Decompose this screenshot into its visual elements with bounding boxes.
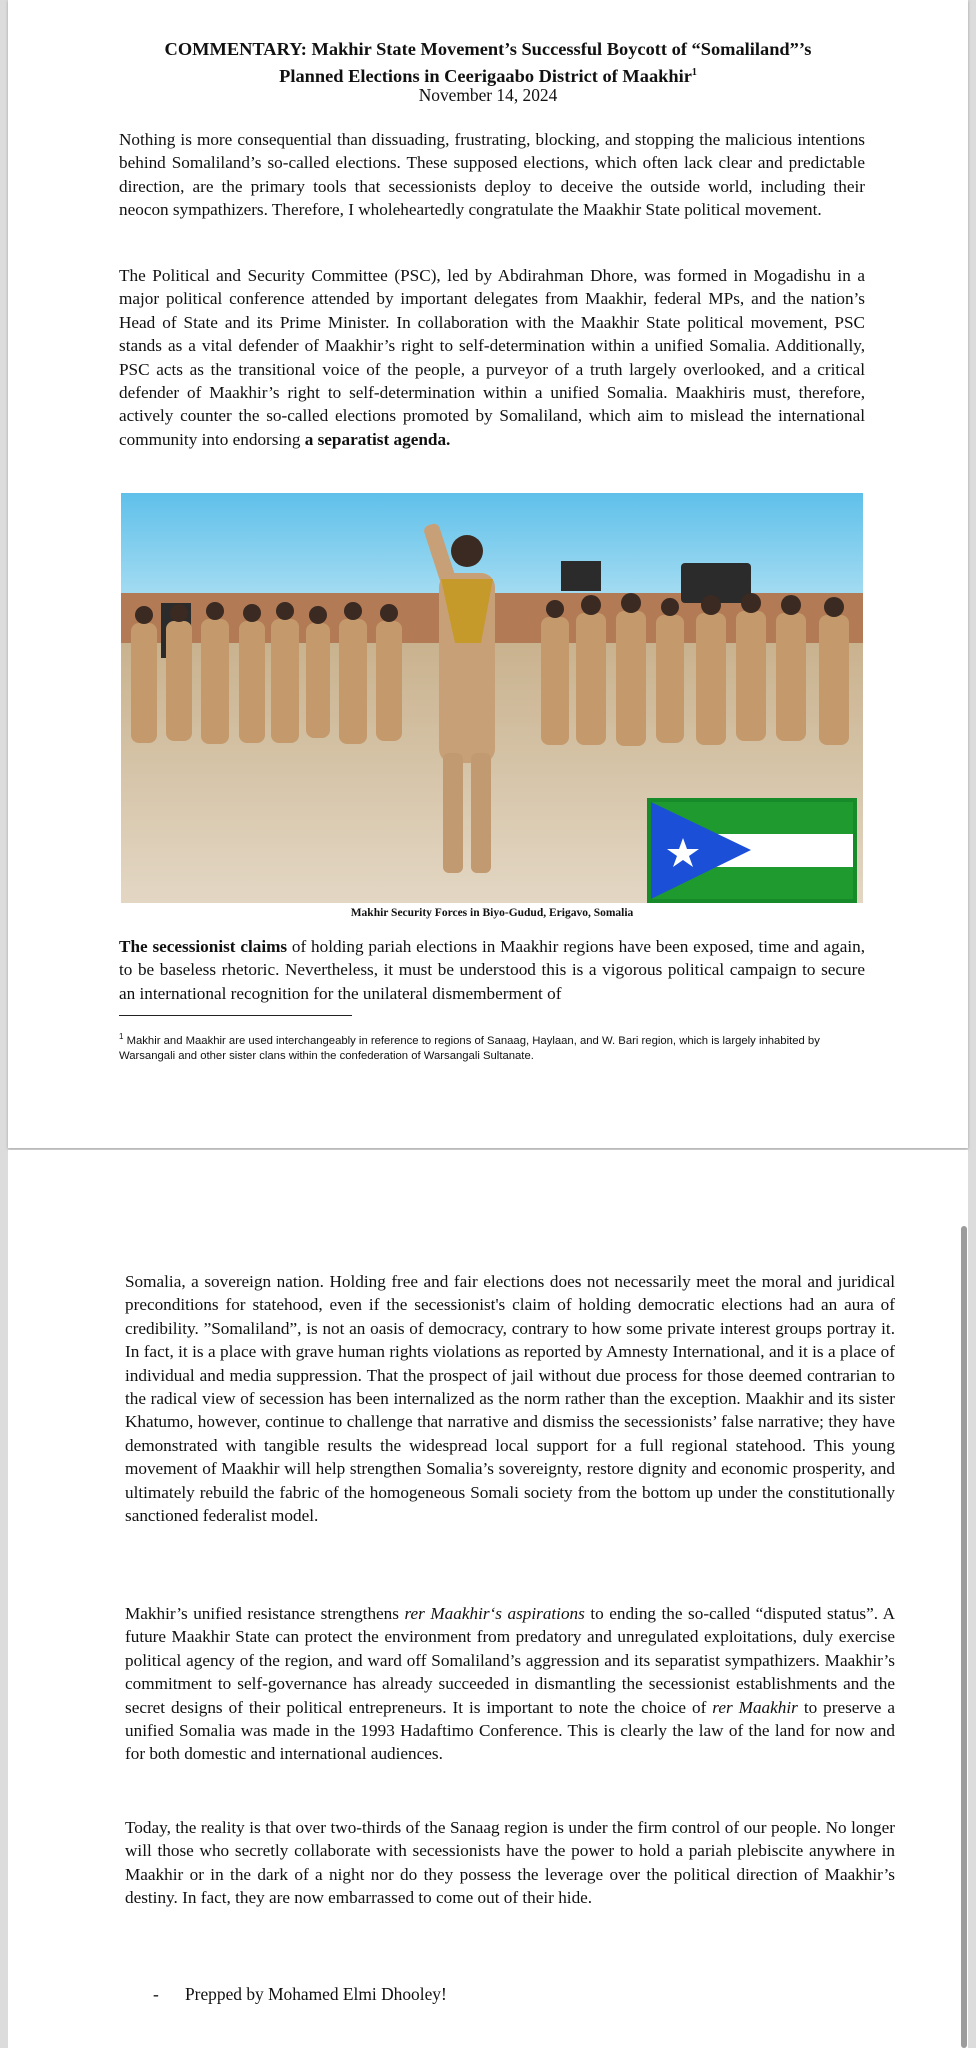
paragraph-psc: [119, 264, 865, 451]
title-line-1: COMMENTARY: Makhir State Movement’s Successful Boycott of “Somaliland”’s: [164, 39, 812, 59]
title-line-2: Planned Elections in Ceerigaabo District of Maakhir: [279, 66, 692, 87]
document-title: [68, 38, 908, 88]
title-footnote-mark: 1: [691, 67, 697, 78]
paragraph-sanaag-control: Today, the reality is that over two-thirds of the Sanaag region is under the firm control of our people. No longer will those who secretly collaborate with secessionists have the power to hold a pariah plebiscite anywhere in Maakhir or in the dark of a night nor do they possess the leverage over the political direction of Maakhir’s destiny. In fact, they are now embarrassed to come out of their hide.: [125, 1818, 895, 1908]
paragraph-psc-bold: a separatist agenda.: [304, 429, 451, 449]
document-date: November 14, 2024: [418, 85, 558, 105]
footnote-separator: [119, 1015, 352, 1016]
footnote-text: Makhir and Maakhir are used interchangeably in reference to regions of Sanaag, Haylaan, and W. Bari region, which is largely inhabited by Warsangali and other sister clans within the confederation of Warsangali Sultanate.: [119, 1034, 820, 1062]
paragraph-secessionist-claims: [119, 935, 865, 1005]
photo-caption: Makhir Security Forces in Biyo-Gudud, Erigavo, Somalia: [350, 907, 634, 919]
signature: [153, 1983, 447, 2005]
paragraph-unified-resistance-a: Makhir’s unified resistance strengthens: [125, 1604, 399, 1623]
paragraph-sovereign-nation: Somalia, a sovereign nation. Holding free and fair elections does not necessarily meet the moral and juridical preconditions for statehood, even if the secessionist's claim of holding democratic elections had an aura of credibility. ”Somaliland”, is not an oasis of democracy, contrary to how some private interest groups portray it. In fact, it is a place with grave human rights violations as reported by Amnesty International, and it is a place of individual and media suppression. That the prospect of jail without due process for those deemed contrarian to the radical view of secession has been internalized as the norm rather than the exception. Maakhir and its sister Khatumo, however, continue to challenge that narrative and dismiss the secessionists’ false narrative; they have demonstrated with tangible results the widespread local support for a full regional statehood. This young movement of Maakhir will help strengthen Somalia’s sovereignty, restore dignity and economic prosperity, and ultimately rebuild the fabric of the homogeneous Somali society from the bottom up under the constitutionally sanctioned federalist model.: [125, 1272, 895, 1526]
footnote-mark: 1: [119, 1032, 124, 1041]
paragraph-secessionist-claims-bold: The secessionist claims: [119, 937, 288, 956]
signature-text: Prepped by Mohamed Elmi Dhooley!: [185, 1984, 447, 2004]
paragraph-secessionist-claims-text: of holding pariah elections in Maakhir regions have been exposed, time and again, to be baseless rhetoric. Nevertheless, it must be understood this is a vigorous political campaign to secure an international recognition for the unilateral dismemberment of: [119, 937, 866, 1003]
footnote: [119, 1029, 865, 1064]
maakhir-flag: [647, 798, 857, 903]
security-forces-photo: [121, 493, 863, 903]
paragraph-unified-resistance-italic-2: rer Maakhir: [712, 1697, 798, 1717]
paragraph-unified-resistance-italic-1: rer Maakhir‘s aspirations: [404, 1604, 585, 1623]
signature-dash: -: [153, 1984, 159, 2004]
photo-illustration: [121, 493, 863, 903]
paragraph-intro: Nothing is more consequential than dissuading, frustrating, blocking, and stopping the malicious intentions behind Somaliland’s so-called elections. These supposed elections, which often lack clear and predictable direction, are the primary tools that secessionists deploy to deceive the outside world, including their neocon sympathizers. Therefore, I wholeheartedly congratulate the Maakhir State political movement.: [119, 130, 865, 220]
paragraph-unified-resistance-b: to ending the so-called “disputed status”. A future Maakhir State can protect the environment from predatory and unregulated exploitations, duly exercise political agency of the region, and ward off Somaliland’s aggression and its separatist sympathizers. Maakhir’s commitment to self-governance has already succeeded in dismantling the secessionist establishments and the secret designs of their political entrepreneurs. It is important to note the choice of: [125, 1604, 896, 1717]
document-page-1: [8, 0, 968, 1148]
paragraph-unified-resistance: [125, 1602, 895, 1766]
document-page-2: [8, 1150, 968, 2048]
paragraph-unified-resistance-c: to preserve a unified Somalia was made in the 1993 Hadaftimo Conference. This is clearly the law of the land for now and for both domestic and international audiences.: [125, 1697, 895, 1764]
scrollbar-thumb[interactable]: [961, 1226, 967, 2048]
paragraph-psc-text: The Political and Security Committee (PSC), led by Abdirahman Dhore, was formed in Mogadishu in a major political conference attended by important delegates from Maakhir, federal MPs, and the nation’s Head of State and its Prime Minister. In collaboration with the Maakhir State political movement, PSC stands as a vital defender of Maakhir’s right to self-determination within a unified Somalia. Additionally, PSC acts as the transitional voice of the people, a purveyor of a truth largely overlooked, and a critical defender of Maakhir’s right to self-determination within a unified Somalia. Maakhiris must, therefore, actively counter the so-called elections promoted by Somaliland, which aim to mislead the international community into endorsing: [119, 266, 865, 449]
